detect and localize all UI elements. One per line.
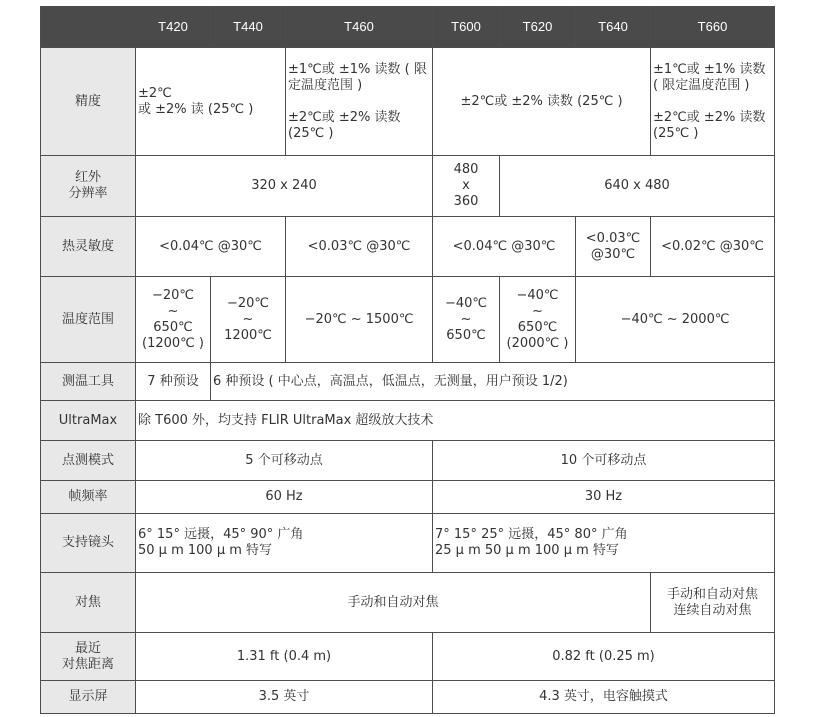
row-focus [41,573,775,633]
ultramax-all: 除 T600 外，均支持 FLIR UltraMax 超级放大技术 [136,401,775,441]
temp-range-t600: −40℃ ~ 650℃ [433,277,500,363]
sensitivity-t600-t620: <0.04℃ @30℃ [433,217,576,277]
accuracy-t600-t640: ±2℃或 ±2% 读数 (25℃ ) [433,48,651,156]
row-sensitivity [41,217,775,277]
sensitivity-t660: <0.02℃ @30℃ [651,217,775,277]
row-label-ir-resolution: 红外 分辨率 [41,156,136,217]
temp-range-t640-t660: −40℃ ~ 2000℃ [576,277,775,363]
sensitivity-t420-t440: <0.04℃ @30℃ [136,217,286,277]
spot-mode-t6-series: 10 个可移动点 [433,441,775,481]
display-t4-series: 3.5 英寸 [136,681,433,714]
frame-rate-t6-series: 30 Hz [433,481,775,514]
row-label-spot-mode: 点测模式 [41,441,136,481]
row-measure-tools [41,363,775,401]
ir-resolution-t620-t660: 640 x 480 [500,156,775,217]
accuracy-t660: ±1℃或 ±1% 读数 ( 限定温度范围 ) ±2℃或 ±2% 读数 (25℃ ) [651,48,775,156]
row-label-focus: 对焦 [41,573,136,633]
row-label-temp-range: 温度范围 [41,277,136,363]
row-label-min-focus: 最近 对焦距离 [41,633,136,681]
row-label-frame-rate: 帧频率 [41,481,136,514]
measure-tools-rest: 6 种预设 ( 中心点，高温点，低温点，无测量，用户预设 1/2) [211,363,775,401]
spot-mode-t4-series: 5 个可移动点 [136,441,433,481]
header-model-t660: T660 [651,7,775,48]
display-t6-series: 4.3 英寸，电容触摸式 [433,681,775,714]
header-model-t620: T620 [500,7,576,48]
focus-t660: 手动和自动对焦 连续自动对焦 [651,573,775,633]
min-focus-t4-series: 1.31 ft (0.4 m) [136,633,433,681]
accuracy-t420-t440: ±2℃ 或 ±2% 读 (25℃ ) [136,48,286,156]
header-model-t640: T640 [576,7,651,48]
min-focus-t6-series: 0.82 ft (0.25 m) [433,633,775,681]
row-lenses [41,514,775,573]
header-model-t460: T460 [286,7,433,48]
row-label-display: 显示屏 [41,681,136,714]
temp-range-t460: −20℃ ~ 1500℃ [286,277,433,363]
row-min-focus [41,633,775,681]
header-model-t440: T440 [211,7,286,48]
lenses-t4-series: 6° 15° 远摄，45° 90° 广角 50 μ m 100 μ m 特写 [136,514,433,573]
row-label-sensitivity: 热灵敏度 [41,217,136,277]
sensitivity-t460: <0.03℃ @30℃ [286,217,433,277]
focus-t420-t640: 手动和自动对焦 [136,573,651,633]
ir-resolution-t600: 480 x 360 [433,156,500,217]
row-ultramax [41,401,775,441]
row-accuracy [41,48,775,156]
header-corner [41,7,136,48]
temp-range-t420: −20℃ ~ 650℃ (1200℃ ) [136,277,211,363]
row-spot-mode [41,441,775,481]
row-frame-rate [41,481,775,514]
accuracy-t460: ±1℃或 ±1% 读数 ( 限 定温度范围 ) ±2℃或 ±2% 读数 (25℃ ) [286,48,433,156]
ir-resolution-t420-t460: 320 x 240 [136,156,433,217]
temp-range-t620: −40℃ ~ 650℃ (2000℃ ) [500,277,576,363]
header-model-t420: T420 [136,7,211,48]
lenses-t6-series: 7° 15° 25° 远摄，45° 80° 广角 25 μ m 50 μ m 100 μ m 特写 [433,514,775,573]
measure-tools-t420: 7 种预设 [136,363,211,401]
row-label-accuracy: 精度 [41,48,136,156]
row-display [41,681,775,714]
row-label-ultramax: UltraMax [41,401,136,441]
spec-table [40,6,775,714]
row-label-lenses: 支持镜头 [41,514,136,573]
row-label-measure-tools: 测温工具 [41,363,136,401]
temp-range-t440: −20℃ ~ 1200℃ [211,277,286,363]
row-ir-resolution [41,156,775,217]
header-model-t600: T600 [433,7,500,48]
header-row [41,7,775,48]
frame-rate-t4-series: 60 Hz [136,481,433,514]
sensitivity-t640: <0.03℃ @30℃ [576,217,651,277]
row-temp-range [41,277,775,363]
